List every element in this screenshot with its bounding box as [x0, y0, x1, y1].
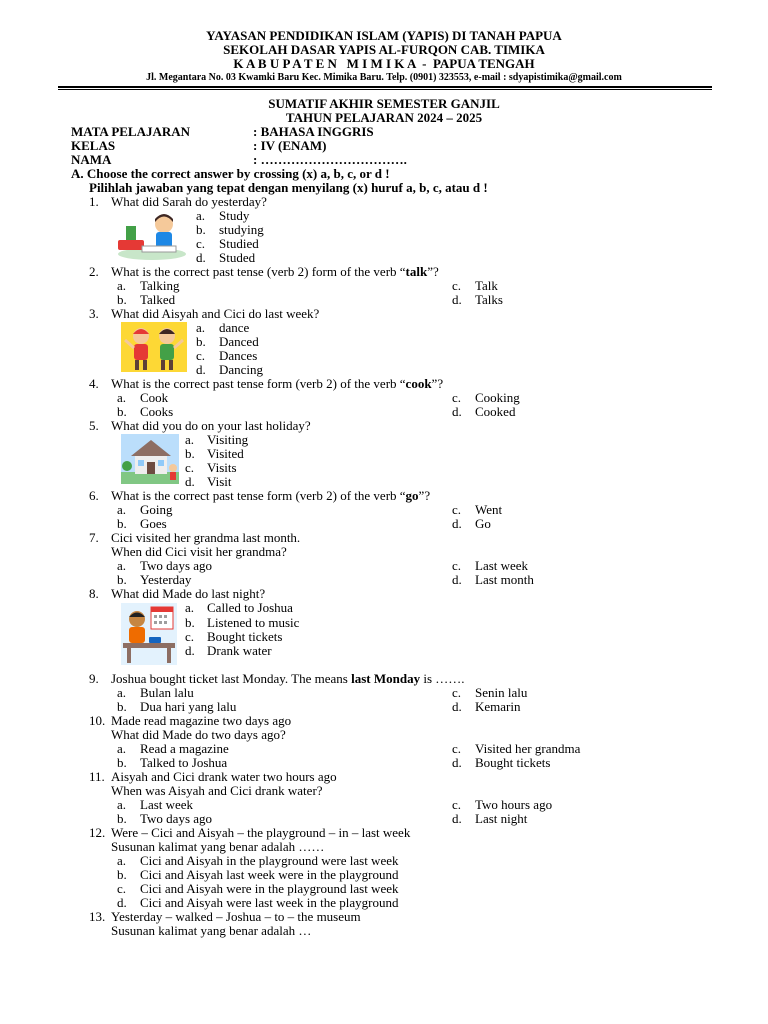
question-text: Yesterday – walked – Joshua – to – the museum	[111, 909, 361, 924]
option-letter[interactable]: b.	[117, 516, 127, 531]
boy-phone-calendar-icon	[121, 603, 177, 665]
option-text[interactable]: Yesterday	[140, 572, 192, 587]
option-text[interactable]: Kemarin	[475, 699, 521, 714]
option-text[interactable]: Studed	[219, 250, 256, 265]
option-letter[interactable]: b.	[117, 755, 127, 770]
question-text: Made read magazine two days ago	[111, 713, 292, 728]
option-text[interactable]: dance	[219, 320, 250, 335]
option-text[interactable]: Dancing	[219, 362, 264, 377]
option-letter[interactable]: d.	[452, 516, 462, 531]
option-letter[interactable]: d.	[117, 895, 127, 910]
option-text[interactable]: Dances	[219, 348, 258, 363]
field-value-name: : …………………………….	[253, 152, 407, 167]
option-text[interactable]: Went	[475, 502, 503, 517]
option-letter[interactable]: a.	[117, 741, 127, 756]
option-letter[interactable]: c.	[117, 881, 127, 896]
question-number: 11.	[89, 769, 105, 784]
option-text[interactable]: Last night	[475, 811, 528, 826]
option-text[interactable]: Talk	[475, 278, 498, 293]
option-letter[interactable]: c.	[452, 797, 462, 812]
question-text: What is the correct past tense form (verb 2) of the verb “go”?	[111, 488, 431, 503]
option-text[interactable]: Cici and Aisyah in the playground were last week	[140, 853, 399, 868]
field-label-class: KELAS	[71, 138, 116, 153]
question-number: 8.	[89, 586, 99, 601]
option-letter[interactable]: d.	[185, 643, 195, 658]
option-letter[interactable]: d.	[452, 404, 462, 419]
question-text: What did Sarah do yesterday?	[111, 194, 267, 209]
instruction-english: A. Choose the correct answer by crossing (x) a, b, c, or d !	[71, 166, 390, 181]
question-number: 13.	[89, 909, 106, 924]
girl-studying-icon	[112, 210, 190, 262]
question-number: 1.	[89, 194, 99, 209]
option-text[interactable]: Two days ago	[140, 811, 213, 826]
question-subtext: Susunan kalimat yang benar adalah ……	[111, 839, 325, 854]
option-text[interactable]: Visits	[207, 460, 237, 475]
option-letter[interactable]: d.	[185, 474, 195, 489]
option-letter[interactable]: a.	[117, 558, 127, 573]
option-text[interactable]: Going	[140, 502, 173, 517]
option-letter[interactable]: b.	[117, 699, 127, 714]
question-subtext: What did Made do two days ago?	[111, 727, 286, 742]
option-text[interactable]: Listened to music	[207, 615, 300, 630]
question-text: Cici visited her grandma last month.	[111, 530, 301, 545]
option-letter[interactable]: c.	[196, 236, 206, 251]
question-subtext: When was Aisyah and Cici drank water?	[111, 783, 323, 798]
option-text[interactable]: studying	[219, 222, 264, 237]
question-number: 5.	[89, 418, 99, 433]
option-letter[interactable]: b.	[185, 446, 195, 461]
option-text[interactable]: Drank water	[207, 643, 272, 658]
option-letter[interactable]: b.	[196, 334, 206, 349]
option-letter[interactable]: c.	[452, 278, 462, 293]
option-text[interactable]: Talking	[140, 278, 180, 293]
question-text: What is the correct past tense (verb 2) form of the verb “talk”?	[111, 264, 439, 279]
option-letter[interactable]: b.	[117, 292, 127, 307]
option-text[interactable]: Read a magazine	[140, 741, 229, 756]
header-rule-thin	[58, 89, 712, 90]
option-text[interactable]: Visited	[207, 446, 244, 461]
question-number: 6.	[89, 488, 99, 503]
option-text[interactable]: Talked	[140, 292, 176, 307]
option-text[interactable]: Bought tickets	[207, 629, 283, 644]
option-letter[interactable]: d.	[452, 811, 462, 826]
option-letter[interactable]: c.	[452, 685, 462, 700]
question-text: What did Made do last night?	[111, 586, 266, 601]
option-letter[interactable]: c.	[452, 741, 462, 756]
field-label-subject: MATA PELAJARAN	[71, 124, 191, 139]
instruction-indonesian: Pilihlah jawaban yang tepat dengan menyilang (x) huruf a, b, c, atau d !	[89, 180, 488, 195]
option-text[interactable]: Cooks	[140, 404, 174, 419]
option-text[interactable]: Study	[219, 208, 250, 223]
foundation-name: YAYASAN PENDIDIKAN ISLAM (YAPIS) DI TANAH PAPUA	[206, 28, 562, 43]
option-letter[interactable]: d.	[452, 572, 462, 587]
option-text[interactable]: Visited her grandma	[475, 741, 581, 756]
option-letter[interactable]: a.	[117, 278, 127, 293]
option-letter[interactable]: d.	[196, 362, 206, 377]
question-number: 3.	[89, 306, 99, 321]
option-text[interactable]: Bulan lalu	[140, 685, 194, 700]
option-letter[interactable]: a.	[185, 432, 195, 447]
option-text[interactable]: Last week	[140, 797, 194, 812]
option-letter[interactable]: a.	[117, 502, 127, 517]
question-number: 2.	[89, 264, 99, 279]
option-text[interactable]: Goes	[140, 516, 167, 531]
option-text[interactable]: Cici and Aisyah were last week in the playground	[140, 895, 399, 910]
exam-year: TAHUN PELAJARAN 2024 – 2025	[285, 110, 483, 125]
question-text: Joshua bought ticket last Monday. The means last Monday is …….	[111, 671, 465, 686]
question-text: Were – Cici and Aisyah – the playground – in – last week	[111, 825, 411, 840]
school-name: SEKOLAH DASAR YAPIS AL-FURQON CAB. TIMIKA	[223, 42, 545, 57]
question-subtext: When did Cici visit her grandma?	[111, 544, 287, 559]
option-text[interactable]: Last month	[475, 572, 534, 587]
option-text[interactable]: Visit	[207, 474, 232, 489]
option-letter[interactable]: a.	[196, 208, 206, 223]
option-text[interactable]: Studied	[219, 236, 259, 251]
option-letter[interactable]: b.	[117, 867, 127, 882]
option-text[interactable]: Dua hari yang lalu	[140, 699, 237, 714]
question-number: 4.	[89, 376, 99, 391]
option-letter[interactable]: c.	[185, 460, 195, 475]
girls-dancing-icon	[121, 322, 187, 372]
option-letter[interactable]: a.	[117, 390, 127, 405]
option-text[interactable]: Two hours ago	[475, 797, 553, 812]
option-letter[interactable]: c.	[185, 629, 195, 644]
question-text: What is the correct past tense form (verb 2) of the verb “cook”?	[111, 376, 444, 391]
field-value-subject: : BAHASA INGGRIS	[253, 124, 374, 139]
option-text[interactable]: Bought tickets	[475, 755, 551, 770]
option-letter[interactable]: d.	[452, 699, 462, 714]
option-letter[interactable]: b.	[117, 572, 127, 587]
option-text[interactable]: Last week	[475, 558, 529, 573]
option-text[interactable]: Two days ago	[140, 558, 213, 573]
option-letter[interactable]: a.	[117, 853, 127, 868]
option-letter[interactable]: d.	[452, 292, 462, 307]
option-letter[interactable]: c.	[196, 348, 206, 363]
option-letter[interactable]: a.	[117, 797, 127, 812]
option-letter[interactable]: c.	[452, 390, 462, 405]
question-subtext: Susunan kalimat yang benar adalah …	[111, 923, 312, 938]
option-letter[interactable]: b.	[185, 615, 195, 630]
option-letter[interactable]: b.	[117, 404, 127, 419]
option-text[interactable]: Cook	[140, 390, 169, 405]
option-text[interactable]: Danced	[219, 334, 259, 349]
regency-name: K A B U P A T E N M I M I K A - PAPUA TENGAH	[233, 56, 535, 71]
option-letter[interactable]: a.	[185, 600, 195, 615]
question-number: 10.	[89, 713, 106, 728]
option-text[interactable]: Talks	[475, 292, 503, 307]
option-letter[interactable]: d.	[196, 250, 206, 265]
exam-title: SUMATIF AKHIR SEMESTER GANJIL	[268, 96, 500, 111]
option-letter[interactable]: c.	[452, 558, 462, 573]
question-text: What did Aisyah and Cici do last week?	[111, 306, 320, 321]
grandma-house-icon	[121, 434, 179, 484]
option-letter[interactable]: a.	[196, 320, 206, 335]
option-text[interactable]: Visiting	[207, 432, 249, 447]
option-letter[interactable]: b.	[196, 222, 206, 237]
question-number: 7.	[89, 530, 99, 545]
option-letter[interactable]: c.	[452, 502, 462, 517]
option-text[interactable]: Cooked	[475, 404, 516, 419]
option-text[interactable]: Cici and Aisyah last week were in the playground	[140, 867, 399, 882]
field-label-name: NAMA	[71, 152, 112, 167]
question-text: What did you do on your last holiday?	[111, 418, 311, 433]
option-text[interactable]: Cici and Aisyah were in the playground last week	[140, 881, 399, 896]
option-text[interactable]: Senin lalu	[475, 685, 528, 700]
question-number: 9.	[89, 671, 99, 686]
option-text[interactable]: Called to Joshua	[207, 600, 293, 615]
option-letter[interactable]: b.	[117, 811, 127, 826]
question-text: Aisyah and Cici drank water two hours ago	[111, 769, 337, 784]
option-text[interactable]: Talked to Joshua	[140, 755, 228, 770]
option-text[interactable]: Cooking	[475, 390, 520, 405]
header-rule-thick	[58, 86, 712, 88]
question-number: 12.	[89, 825, 106, 840]
field-value-class: : IV (ENAM)	[253, 138, 327, 153]
option-text[interactable]: Go	[475, 516, 491, 531]
option-letter[interactable]: d.	[452, 755, 462, 770]
option-letter[interactable]: a.	[117, 685, 127, 700]
school-address: Jl. Megantara No. 03 Kwamki Baru Kec. Mimika Baru. Telp. (0901) 323553, e-mail : sdyapistimika@gmail.com	[146, 72, 622, 83]
